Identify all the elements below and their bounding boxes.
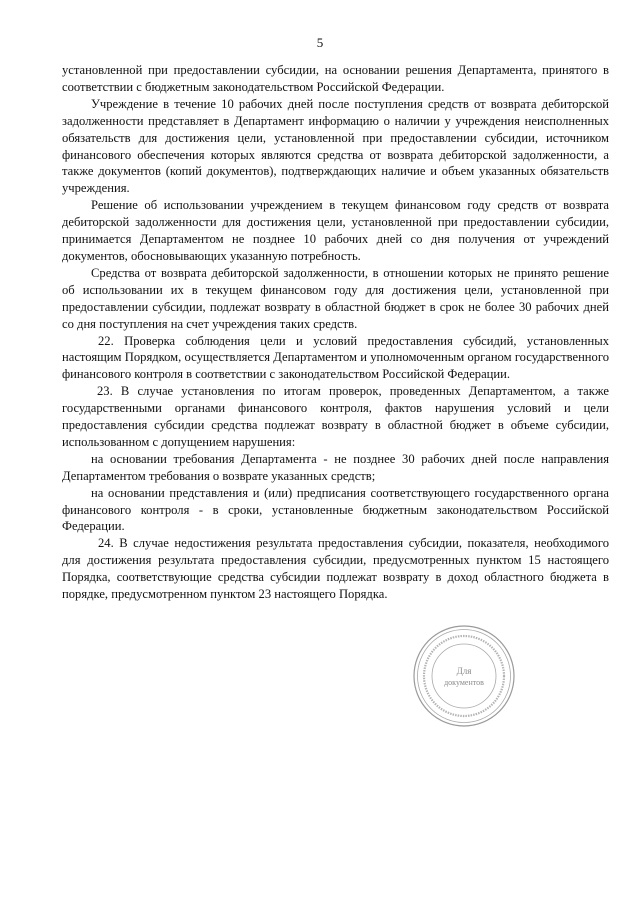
paragraph-item-23: 23. В случае установления по итогам проверок, проведенных Департаментом, а также государственными органами финансового контроля, фактов нарушения условий и цели предоставления субсидии средства подлежат возврату в областной бюджет в объеме субсидии, использованном с допущением нарушения:: [62, 384, 609, 449]
paragraph-reshenie: Решение об использовании учреждением в текущем финансовом году средств от возврата дебиторской задолженности для достижения цели, установленной при предоставлении субсидии, принимается Департаментом не позднее 10 рабочих дней со дня получения от учреждений документов, обосновывающих указанную потребность.: [62, 198, 609, 263]
paragraph-sredstva: Средства от возврата дебиторской задолженности, в отношении которых не принято решение об использовании их в текущем финансовом году для достижения цели, установленной при предоставлении субсидии, подлежат возврату в областной бюджет в срок не более 30 рабочих дней со дня поступления на счет учреждения таких средств.: [62, 265, 609, 331]
stamp-center-text-line1: Для: [456, 666, 472, 676]
paragraph-item-23-a: на основании требования Департамента - не позднее 30 рабочих дней после направления Департаментом требования о возврате указанных средств;: [62, 451, 609, 483]
paragraph-continuation: установленной при предоставлении субсидии, на основании решения Департамента, принятого в соответствии с бюджетным законодательством Российской Федерации.: [62, 63, 609, 94]
document-body: [62, 62, 609, 603]
page-number: 5: [316, 35, 324, 50]
paragraph-uchrezhdenie: Учреждение в течение 10 рабочих дней после поступления средств от возврата дебиторской задолженности представляет в Департамент информацию о наличии у учреждения неисполненных обязательств для достижения цели, установленной при предоставлении субсидии, источником финансового обеспечения которых являются средства от возврата дебиторской задолженности, а также документов (копий документов), подтверждающих наличие и объем указанных обязательств учреждения.: [62, 96, 609, 196]
stamp-center-text-line2: документов: [444, 678, 484, 687]
paragraph-item-23-b: на основании представления и (или) предписания соответствующего государственного органа финансового контроля - в сроки, установленные бюджетным законодательством Российской Федерации.: [62, 485, 609, 534]
official-stamp-seal: [412, 624, 516, 728]
paragraph-item-24: 24. В случае недостижения результата предоставления субсидии, показателя, необходимого для достижения результата предоставления субсидии, предусмотренных пунктом 15 настоящего Порядка, соответствующие средства субсидии подлежат возврату в доход областного бюджета в порядке, предусмотренном пунктом 23 настоящего Порядка.: [62, 536, 609, 602]
paragraph-item-22: 22. Проверка соблюдения цели и условий предоставления субсидий, установленных настоящим Порядком, осуществляется Департаментом и уполномоченным органом государственного финансового контроля в соответствии с законодательством Российской Федерации.: [62, 333, 609, 382]
stamp-ring-text: [424, 636, 504, 716]
